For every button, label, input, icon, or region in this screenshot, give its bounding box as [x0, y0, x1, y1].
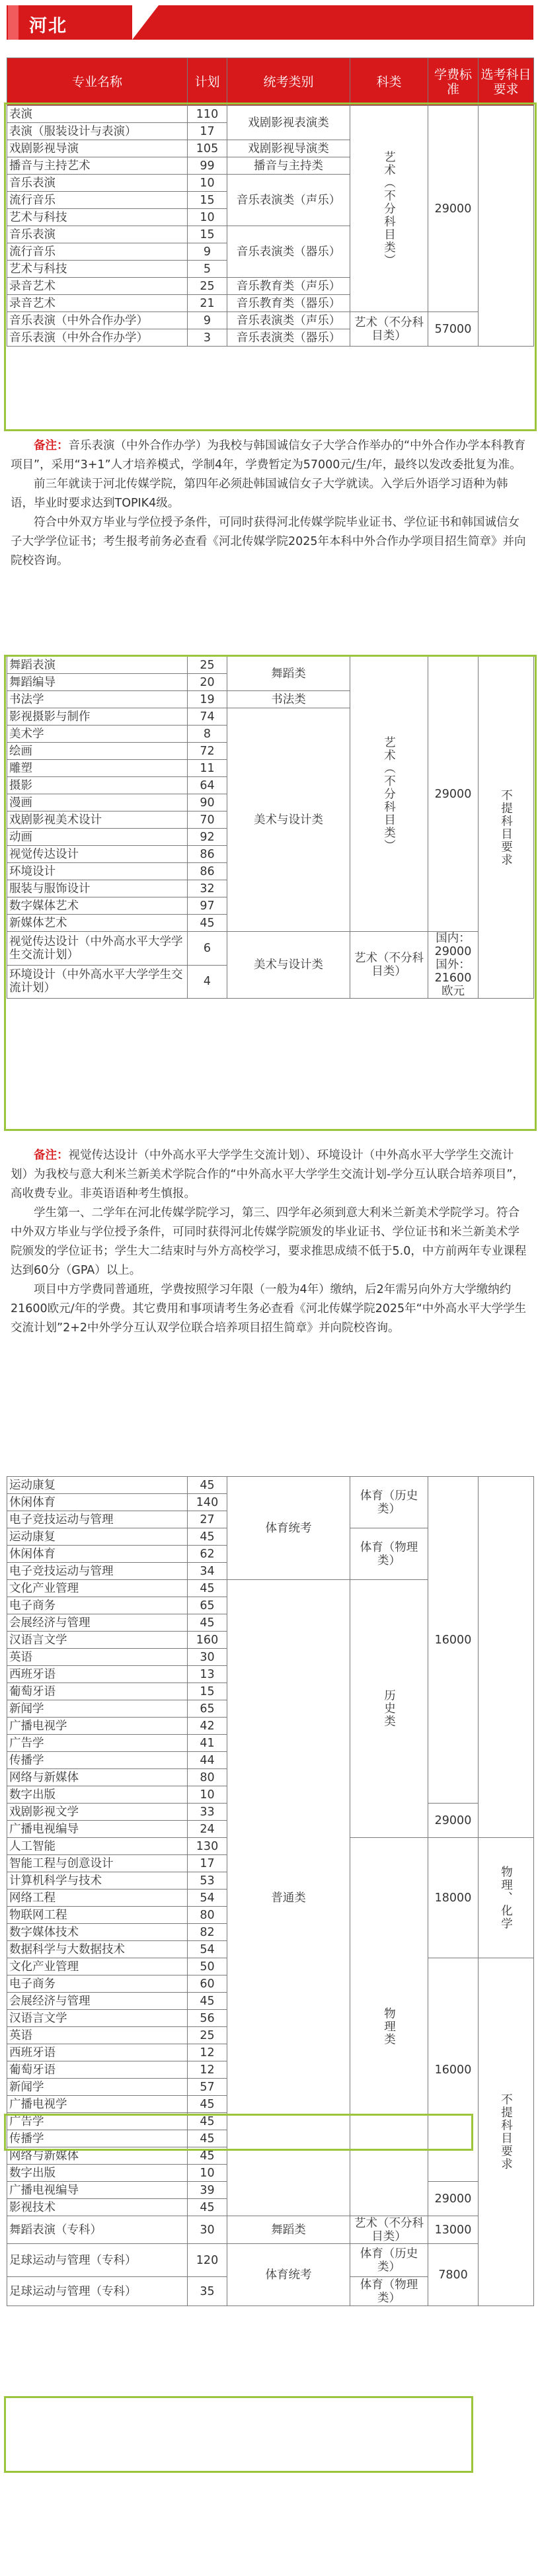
major-name: 网络工程 — [7, 1890, 188, 1907]
plan-count: 82 — [188, 1924, 227, 1941]
plan-count: 45 — [188, 2113, 227, 2130]
plan-count: 17 — [188, 1855, 227, 1872]
banner-accent — [8, 5, 19, 40]
tuition: 国内：29000 国外：21600欧元 — [428, 932, 479, 999]
plan-count: 86 — [188, 846, 227, 863]
plan-count: 45 — [188, 2130, 227, 2147]
plan-count: 42 — [188, 1718, 227, 1735]
major-name: 影视摄影与制作 — [7, 708, 188, 726]
plan-count: 24 — [188, 1821, 227, 1838]
plan-count: 32 — [188, 880, 227, 897]
plan-count: 160 — [188, 1632, 227, 1649]
major-name: 流行音乐 — [7, 243, 188, 261]
plan-count: 44 — [188, 1752, 227, 1769]
table-row — [7, 106, 534, 123]
major-name: 音乐表演（中外合作办学） — [7, 312, 188, 329]
major-name: 广播电视学 — [7, 1718, 188, 1735]
subject-type-text: 艺术（不分科目类） — [382, 735, 396, 852]
plan-count: 12 — [188, 2044, 227, 2061]
major-name: 录音艺术 — [7, 295, 188, 312]
note-music-coop — [11, 436, 529, 571]
plan-count: 5 — [188, 261, 227, 278]
major-name: 音乐表演 — [7, 226, 188, 243]
major-name: 休闲体育 — [7, 1494, 188, 1511]
exam-category: 美术与设计类 — [227, 708, 350, 932]
tuition: 16000 — [428, 1958, 479, 2182]
exam-category: 书法类 — [227, 691, 350, 708]
header-subject-type: 科类 — [350, 58, 428, 106]
subject-type: 艺术（不分科目类） — [350, 932, 428, 999]
table-row — [7, 1477, 534, 1494]
major-name: 智能工程与创意设计 — [7, 1855, 188, 1872]
major-name: 英语 — [7, 2027, 188, 2044]
major-name: 广告学 — [7, 2113, 188, 2130]
plan-count: 45 — [188, 1580, 227, 1597]
major-name: 文化产业管理 — [7, 1958, 188, 1975]
major-name: 文化产业管理 — [7, 1580, 188, 1597]
major-name: 视觉传达设计（中外高水平大学学生交流计划） — [7, 932, 188, 966]
note-lead: 备注： — [34, 1149, 69, 1162]
subject-requirement — [479, 1958, 534, 2306]
subject-requirement — [479, 106, 534, 347]
major-name: 新闻学 — [7, 2079, 188, 2096]
plan-count: 140 — [188, 1494, 227, 1511]
major-name: 影视技术 — [7, 2199, 188, 2216]
major-name: 环境设计（中外高水平大学学生交流计划） — [7, 965, 188, 999]
plan-count: 10 — [188, 1786, 227, 1804]
major-name: 汉语言文学 — [7, 1632, 188, 1649]
note-paragraph: 学生第一、二学年在河北传媒学院学习，第三、四学年必须到意大利米兰新美术学院学习。符合中外双方毕业与学位授予条件，可同时获得河北传媒学院颁发的毕业证书、学位证书和米兰新美术学院颁发的学位证书；学生大二结束时与外方高校学习，要求推思成绩不低于5.0，中方前两年专业课程达到60分（GPA）以上。 — [11, 1206, 527, 1277]
subject-type — [350, 1838, 428, 2216]
major-name: 会展经济与管理 — [7, 1993, 188, 2010]
major-name: 数字出版 — [7, 2165, 188, 2182]
header-category: 统考类别 — [227, 58, 350, 106]
plan-count: 34 — [188, 1563, 227, 1580]
major-name: 环境设计 — [7, 863, 188, 880]
major-name: 数字媒体艺术 — [7, 897, 188, 915]
major-name: 舞蹈表演（专科） — [7, 2216, 188, 2244]
plan-count: 11 — [188, 760, 227, 777]
major-name: 葡萄牙语 — [7, 1683, 188, 1700]
table-row — [7, 2244, 534, 2277]
table-row — [7, 2216, 534, 2244]
exam-category: 音乐表演类（声乐） — [227, 312, 350, 329]
plan-count: 17 — [188, 123, 227, 140]
exam-category: 音乐表演类（器乐） — [227, 329, 350, 347]
plan-count: 80 — [188, 1907, 227, 1924]
table-art-design — [7, 656, 534, 999]
subject-type — [350, 657, 428, 932]
major-name: 电子商务 — [7, 1975, 188, 1993]
major-name: 数字出版 — [7, 1786, 188, 1804]
subject-type: 体育（物理类） — [350, 1528, 428, 1580]
plan-count: 9 — [188, 312, 227, 329]
exam-category: 戏剧影视导演类 — [227, 140, 350, 157]
major-name: 西班牙语 — [7, 2044, 188, 2061]
major-name: 足球运动与管理（专科） — [7, 2244, 188, 2277]
plan-count: 19 — [188, 691, 227, 708]
major-name: 表演（服装设计与表演） — [7, 123, 188, 140]
major-name: 数据科学与大数据技术 — [7, 1941, 188, 1958]
major-name: 人工智能 — [7, 1838, 188, 1855]
plan-count: 21 — [188, 295, 227, 312]
plan-count: 4 — [188, 965, 227, 999]
plan-count: 33 — [188, 1804, 227, 1821]
plan-count: 130 — [188, 1838, 227, 1855]
subject-type-text: 艺术（不分科目类） — [382, 150, 396, 267]
major-name: 网络与新媒体 — [7, 1769, 188, 1786]
plan-count: 9 — [188, 243, 227, 261]
plan-count: 62 — [188, 1546, 227, 1563]
plan-count: 10 — [188, 209, 227, 226]
major-name: 西班牙语 — [7, 1666, 188, 1683]
subject-type-text: 物理类 — [382, 2007, 396, 2046]
major-name: 音乐表演 — [7, 175, 188, 192]
major-name: 传播学 — [7, 2130, 188, 2147]
major-name: 汉语言文学 — [7, 2010, 188, 2027]
plan-count: 20 — [188, 674, 227, 691]
major-name: 美术学 — [7, 726, 188, 743]
major-name: 电子竞技运动与管理 — [7, 1563, 188, 1580]
exam-category: 音乐教育类（器乐） — [227, 295, 350, 312]
plan-count: 13 — [188, 1666, 227, 1683]
major-name: 新媒体艺术 — [7, 915, 188, 932]
plan-count: 65 — [188, 1597, 227, 1614]
table-row — [7, 932, 534, 966]
table-arts-music — [7, 58, 534, 347]
major-name: 戏剧影视美术设计 — [7, 811, 188, 829]
major-name: 服装与服饰设计 — [7, 880, 188, 897]
exam-category: 普通类 — [227, 1580, 350, 2216]
major-name: 广播电视编导 — [7, 2182, 188, 2199]
subject-type: 艺术（不分科目类） — [350, 312, 428, 347]
subject-type-text: 历史类 — [382, 1689, 396, 1728]
major-name: 运动康复 — [7, 1477, 188, 1494]
plan-count: 30 — [188, 2216, 227, 2244]
plan-count: 41 — [188, 1735, 227, 1752]
plan-count: 45 — [188, 1528, 227, 1546]
major-name: 新闻学 — [7, 1700, 188, 1718]
province-banner — [7, 5, 533, 40]
plan-count: 54 — [188, 1941, 227, 1958]
plan-count: 99 — [188, 157, 227, 175]
subject-requirement — [479, 657, 534, 999]
note-design-exchange — [11, 1146, 529, 1338]
major-name: 电子商务 — [7, 1597, 188, 1614]
plan-count: 90 — [188, 794, 227, 811]
major-name: 摄影 — [7, 777, 188, 794]
plan-count: 25 — [188, 657, 227, 674]
major-name: 流行音乐 — [7, 192, 188, 209]
exam-category: 美术与设计类 — [227, 932, 350, 999]
subject-type: 体育（历史类） — [350, 2244, 428, 2277]
plan-count: 50 — [188, 1958, 227, 1975]
plan-count: 15 — [188, 192, 227, 209]
plan-count: 25 — [188, 278, 227, 295]
subject-requirement — [479, 1838, 534, 1958]
plan-count: 45 — [188, 1993, 227, 2010]
plan-count: 65 — [188, 1700, 227, 1718]
tuition: 57000 — [428, 312, 479, 347]
exam-category: 体育统考 — [227, 1477, 350, 1580]
exam-category: 音乐教育类（声乐） — [227, 278, 350, 295]
exam-category: 舞蹈类 — [227, 2216, 350, 2244]
major-name: 运动康复 — [7, 1528, 188, 1546]
tuition: 18000 — [428, 1838, 479, 1958]
tuition: 7800 — [428, 2244, 479, 2306]
major-name: 电子竞技运动与管理 — [7, 1511, 188, 1528]
subject-type: 艺术（不分科目类） — [350, 2216, 428, 2244]
major-name: 广播电视编导 — [7, 1821, 188, 1838]
subject-type — [350, 1580, 428, 1838]
exam-category: 音乐表演类（声乐） — [227, 175, 350, 226]
exam-category: 戏剧影视表演类 — [227, 106, 350, 140]
note-paragraph: 项目中方学费同普通班，学费按照学习年限（一般为4年）缴纳，后2年需另向外方大学缴纳约21600欧元/年的学费。其它费用和事项请考生务必查看《河北传媒学院2025年“中外高水平大学学生交流计划”2+2中外学分互认双学位联合培养项目招生简章》并向院校咨询。 — [11, 1283, 527, 1335]
plan-count: 92 — [188, 829, 227, 846]
major-name: 英语 — [7, 1649, 188, 1666]
major-name: 戏剧影视导演 — [7, 140, 188, 157]
plan-count: 6 — [188, 932, 227, 966]
plan-count: 57 — [188, 2079, 227, 2096]
major-name: 会展经济与管理 — [7, 1614, 188, 1632]
major-name: 书法学 — [7, 691, 188, 708]
exam-category: 播音与主持类 — [227, 157, 350, 175]
plan-count: 70 — [188, 811, 227, 829]
banner-bevel — [132, 5, 159, 40]
major-name: 传播学 — [7, 1752, 188, 1769]
major-name: 数字媒体技术 — [7, 1924, 188, 1941]
plan-count: 45 — [188, 1477, 227, 1494]
plan-count: 45 — [188, 2147, 227, 2165]
table-row — [7, 312, 534, 329]
plan-count: 8 — [188, 726, 227, 743]
major-name: 戏剧影视文学 — [7, 1804, 188, 1821]
major-name: 广告学 — [7, 1735, 188, 1752]
note-paragraph: 前三年就读于河北传媒学院，第四年必须赴韩国诚信女子大学就读。入学后外语学习语种为韩语，毕业时要求达到TOPIK4级。 — [11, 478, 508, 510]
major-name: 绘画 — [7, 743, 188, 760]
plan-count: 74 — [188, 708, 227, 726]
plan-count: 10 — [188, 2165, 227, 2182]
plan-count: 10 — [188, 175, 227, 192]
note-paragraph: 音乐表演（中外合作办学）为我校与韩国诚信女子大学合作举办的“中外合作办学本科教育项目”，采用“3+1”人才培养模式，学制4年，学费暂定为57000元/生/年，最终以发改委批复为准。 — [11, 439, 526, 472]
exam-category: 体育统考 — [227, 2244, 350, 2306]
major-name: 足球运动与管理（专科） — [7, 2277, 188, 2306]
major-name: 舞蹈编导 — [7, 674, 188, 691]
plan-count: 72 — [188, 743, 227, 760]
subject-type: 体育（物理类） — [350, 2277, 428, 2306]
tuition: 16000 — [428, 1477, 479, 1804]
plan-count: 45 — [188, 915, 227, 932]
plan-count: 56 — [188, 2010, 227, 2027]
plan-count: 45 — [188, 1614, 227, 1632]
header-plan: 计划 — [188, 58, 227, 106]
plan-count: 53 — [188, 1872, 227, 1890]
major-name: 物联网工程 — [7, 1907, 188, 1924]
plan-count: 15 — [188, 1683, 227, 1700]
plan-count: 86 — [188, 863, 227, 880]
tuition: 29000 — [428, 2182, 479, 2216]
subject-requirement-text: 物理、化学 — [499, 1865, 513, 1931]
province-title: 河北 — [29, 16, 67, 36]
note-lead: 备注： — [34, 439, 69, 452]
header-major: 专业名称 — [7, 58, 188, 106]
tuition: 29000 — [428, 106, 479, 312]
plan-count: 64 — [188, 777, 227, 794]
major-name: 雕塑 — [7, 760, 188, 777]
plan-count: 60 — [188, 1975, 227, 1993]
table-row — [7, 657, 534, 674]
plan-count: 45 — [188, 2096, 227, 2113]
major-name: 网络与新媒体 — [7, 2147, 188, 2165]
table-general-sports — [7, 1476, 534, 2306]
plan-count: 39 — [188, 2182, 227, 2199]
tuition: 29000 — [428, 657, 479, 932]
major-name: 艺术与科技 — [7, 209, 188, 226]
major-name: 录音艺术 — [7, 278, 188, 295]
plan-count: 80 — [188, 1769, 227, 1786]
plan-count: 35 — [188, 2277, 227, 2306]
major-name: 播音与主持艺术 — [7, 157, 188, 175]
plan-count: 45 — [188, 2199, 227, 2216]
plan-count: 97 — [188, 897, 227, 915]
major-name: 视觉传达设计 — [7, 846, 188, 863]
subject-requirement-text: 不提科目要求 — [499, 788, 513, 866]
subject-requirement-text: 不提科目要求 — [499, 2093, 513, 2171]
major-name: 休闲体育 — [7, 1546, 188, 1563]
tuition: 29000 — [428, 1804, 479, 1838]
major-name: 表演 — [7, 106, 188, 123]
highlight-frame — [4, 2396, 473, 2473]
table-header-row — [7, 58, 534, 106]
plan-count: 12 — [188, 2061, 227, 2079]
major-name: 艺术与科技 — [7, 261, 188, 278]
header-requirement: 选考科目要求 — [479, 58, 534, 106]
note-paragraph: 符合中外双方毕业与学位授予条件，可同时获得河北传媒学院毕业证书、学位证书和韩国诚信女子大学学位证书；考生报考前务必查看《河北传媒学院2025年本科中外合作办学项目招生简章》并向院校咨询。 — [11, 516, 526, 567]
plan-count: 54 — [188, 1890, 227, 1907]
major-name: 葡萄牙语 — [7, 2061, 188, 2079]
note-paragraph: 视觉传达设计（中外高水平大学学生交流计划）、环境设计（中外高水平大学学生交流计划）为我校与意大利米兰新美术学院合作的“中外高水平大学学生交流计划-学分互认联合培养项目”，高收费专业。非英语语种考生慎报。 — [11, 1149, 524, 1200]
plan-count: 3 — [188, 329, 227, 347]
major-name: 动画 — [7, 829, 188, 846]
major-name: 计算机科学与技术 — [7, 1872, 188, 1890]
major-name: 广播电视学 — [7, 2096, 188, 2113]
major-name: 音乐表演（中外合作办学） — [7, 329, 188, 347]
subject-type: 体育（历史类） — [350, 1477, 428, 1528]
major-name: 舞蹈表演 — [7, 657, 188, 674]
plan-count: 15 — [188, 226, 227, 243]
plan-count: 25 — [188, 2027, 227, 2044]
header-tuition: 学费标准 — [428, 58, 479, 106]
exam-category: 音乐表演类（器乐） — [227, 226, 350, 278]
subject-type — [350, 106, 428, 312]
plan-count: 110 — [188, 106, 227, 123]
major-name: 漫画 — [7, 794, 188, 811]
subject-requirement — [479, 1477, 534, 1838]
plan-count: 120 — [188, 2244, 227, 2277]
plan-count: 27 — [188, 1511, 227, 1528]
exam-category: 舞蹈类 — [227, 657, 350, 691]
plan-count: 30 — [188, 1649, 227, 1666]
plan-count: 105 — [188, 140, 227, 157]
tuition: 13000 — [428, 2216, 479, 2244]
